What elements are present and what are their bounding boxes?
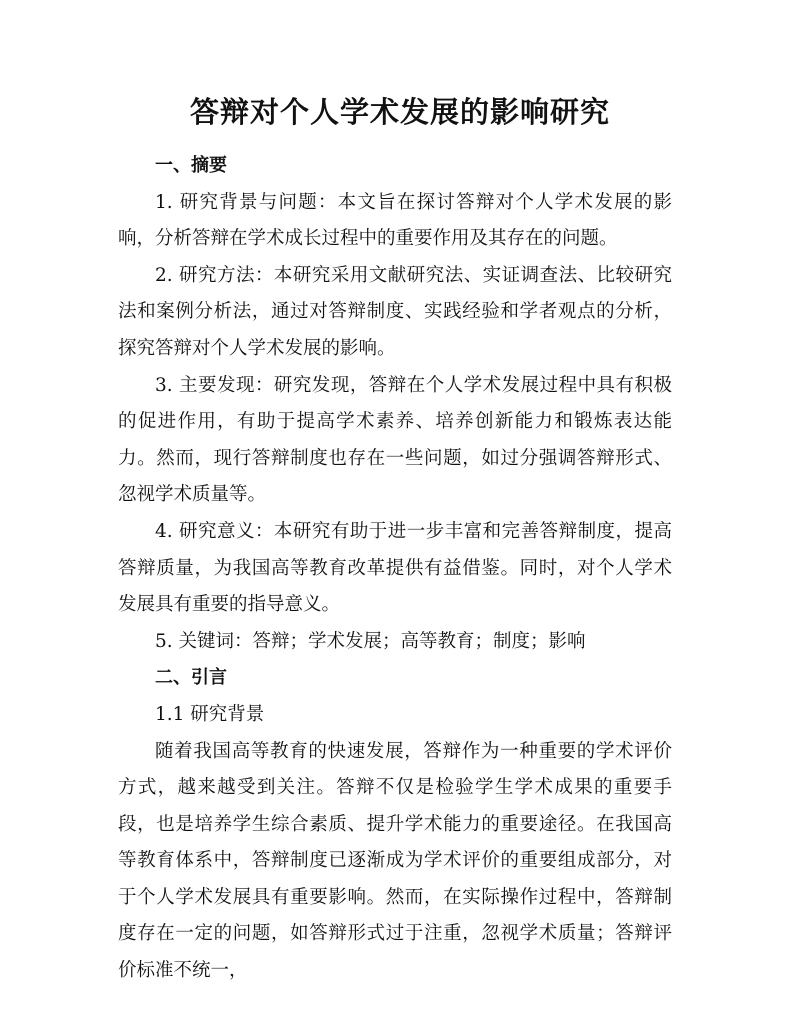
introduction-paragraph: 随着我国高等教育的快速发展，答辩作为一种重要的学术评价方式，越来越受到关注。答辩不仅是检验学生学术成果的重要手段，也是培养学生综合素质、提升学术能力的重要途径。在我国高等教育体系中，答辩制度已逐渐成为学术评价的重要组成部分，对于个人学术发展具有重要影响。然而，在实际操作过程中，答辩制度存在一定的问题，如答辩形式过于注重，忽视学术质量；答辩评价标准不统一， (118, 740, 672, 982)
abstract-item-background: 1. 研究背景与问题：本文旨在探讨答辩对个人学术发展的影响，分析答辩在学术成长过程中的重要作用及其存在的问题。 (118, 191, 672, 250)
abstract-item-findings: 3. 主要发现：研究发现，答辩在个人学术发展过程中具有积极的促进作用，有助于提高学术素养、培养创新能力和锻炼表达能力。然而，现行答辩制度也存在一些问题，如过分强调答辩形式、忽视学术质量等。 (118, 374, 672, 506)
abstract-heading: 一、摘要 (155, 155, 227, 176)
document-body (118, 148, 672, 990)
introduction-heading: 二、引言 (155, 667, 227, 689)
abstract-item-significance: 4. 研究意义：本研究有助于进一步丰富和完善答辩制度，提高答辩质量，为我国高等教育改革提供有益借鉴。同时，对个人学术发展具有重要的指导意义。 (118, 520, 672, 616)
abstract-item-methods: 2. 研究方法：本研究采用文献研究法、实证调查法、比较研究法和案例分析法，通过对答辩制度、实践经验和学者观点的分析，探究答辩对个人学术发展的影响。 (118, 264, 672, 359)
introduction-subheading: 1.1 研究背景 (155, 703, 265, 725)
abstract-item-keywords: 5. 关键词：答辩；学术发展；高等教育；制度；影响 (155, 630, 586, 652)
document-title: 答辩对个人学术发展的影响研究 (189, 95, 610, 129)
